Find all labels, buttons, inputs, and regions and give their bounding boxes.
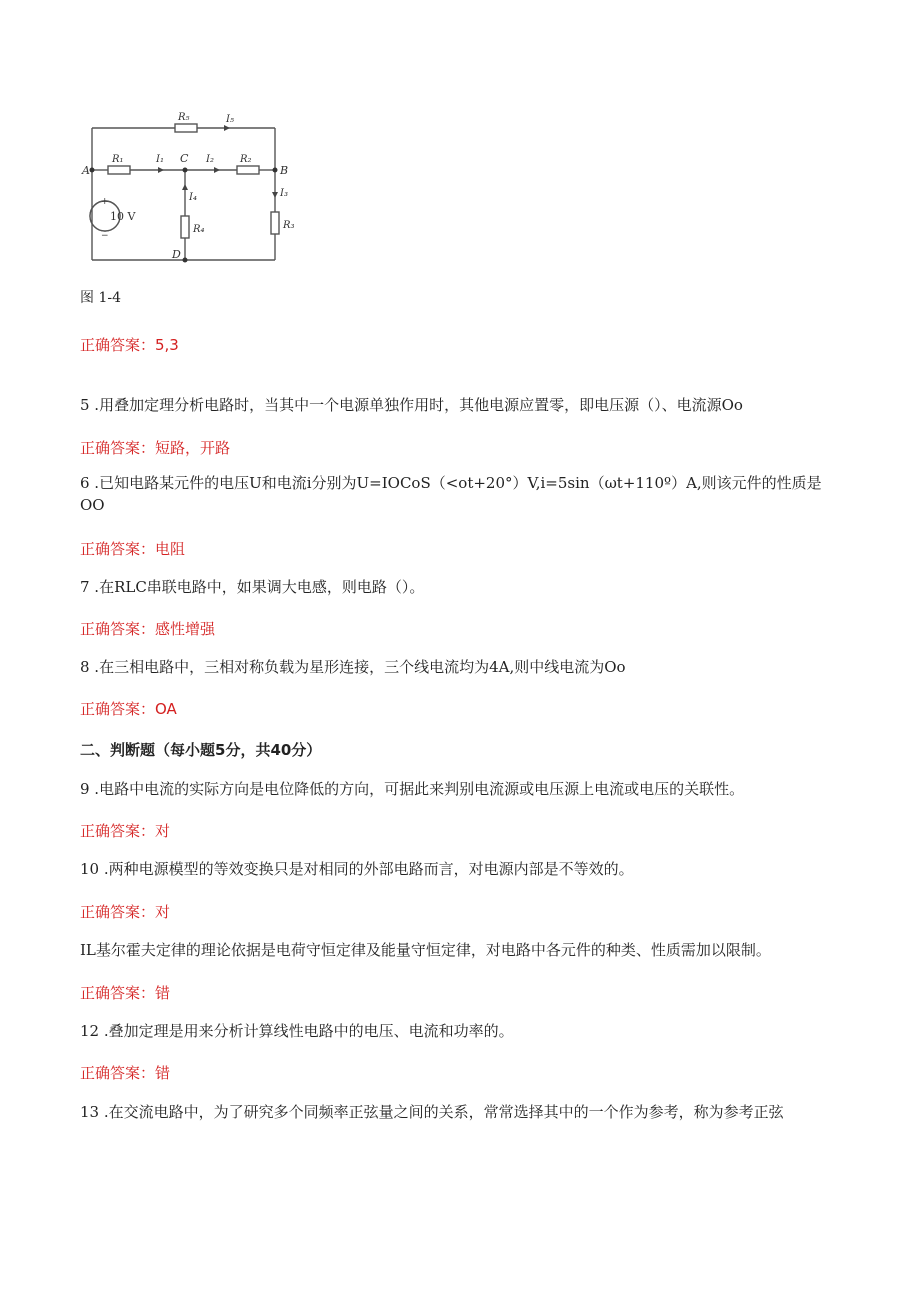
- label-r3: R₃: [283, 220, 295, 231]
- source-voltage-label: 10 V: [110, 210, 136, 223]
- section-heading-true-false: 二、判断题（每小题5分，共40分）: [80, 741, 322, 759]
- circuit-diagram-figure: [80, 108, 310, 273]
- label-r1: R₁: [112, 154, 124, 165]
- label-i5: I₅: [226, 114, 234, 125]
- node-label-d: D: [172, 248, 181, 261]
- label-i3: I₃: [280, 188, 288, 199]
- figure-caption: 图 1-4: [80, 290, 121, 306]
- question-11: IL基尔霍夫定律的理论依据是电荷守恒定律及能量守恒定律，对电路中各元件的种类、性质需加以限制。: [80, 941, 771, 959]
- label-r5: R₅: [178, 112, 190, 123]
- question-10: 10 .两种电源模型的等效变换只是对相同的外部电路而言，对电源内部是不等效的。: [80, 860, 634, 878]
- answer-4: 正确答案：5,3: [80, 336, 179, 354]
- question-13: 13 .在交流电路中，为了研究多个同频率正弦量之间的关系，常常选择其中的一个作为参考，称为参考正弦: [80, 1103, 784, 1121]
- answer-10: 正确答案：对: [80, 903, 171, 921]
- label-i2: I₂: [206, 154, 214, 165]
- question-9: 9 .电路中电流的实际方向是电位降低的方向，可据此来判别电流源或电压源上电流或电压的关联性。: [80, 780, 745, 798]
- question-7: 7 .在RLC串联电路中，如果调大电感，则电路（）。: [80, 578, 425, 596]
- node-label-c: C: [180, 152, 189, 165]
- source-plus-label: +: [101, 197, 109, 207]
- answer-7: 正确答案：感性增强: [80, 620, 216, 638]
- question-5: 5 .用叠加定理分析电路时，当其中一个电源单独作用时，其他电源应置零，即电压源（）、电流源Oo: [80, 396, 743, 414]
- question-12: 12 .叠加定理是用来分析计算线性电路中的电压、电流和功率的。: [80, 1022, 514, 1040]
- label-i1: I₁: [156, 154, 164, 165]
- question-8: 8 .在三相电路中，三相对称负载为星形连接，三个线电流均为4A,则中线电流为Oo: [80, 658, 626, 676]
- source-minus-label: −: [101, 231, 109, 241]
- answer-6: 正确答案：电阻: [80, 540, 186, 558]
- answer-5: 正确答案：短路，开路: [80, 439, 231, 457]
- answer-11: 正确答案：错: [80, 984, 171, 1002]
- answer-9: 正确答案：对: [80, 822, 171, 840]
- label-r2: R₂: [240, 154, 252, 165]
- question-6: 6 .已知电路某元件的电压U和电流i分别为U=IOCoS（<ot+20°）V,i=5sin（ωt+110º）A,则该元件的性质是OO: [80, 474, 822, 514]
- label-r4: R₄: [193, 224, 205, 235]
- answer-8: 正确答案：OA: [80, 700, 177, 718]
- answer-12: 正确答案：错: [80, 1064, 171, 1082]
- node-label-b: B: [280, 164, 289, 177]
- label-i4: I₄: [189, 192, 197, 203]
- node-label-a: A: [82, 164, 90, 177]
